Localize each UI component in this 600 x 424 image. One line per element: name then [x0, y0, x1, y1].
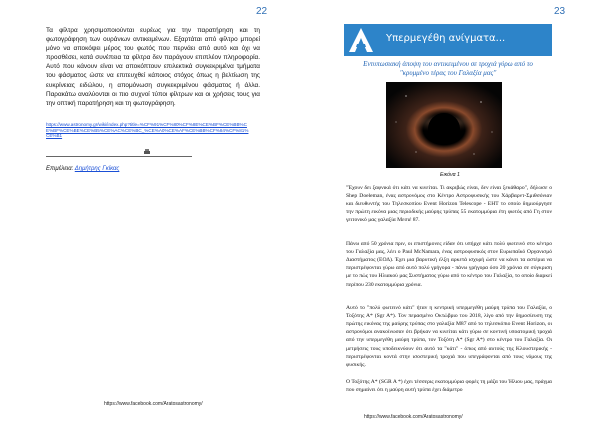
black-hole-image: [386, 82, 502, 168]
article-subtitle: Εντυπωσιακή άποψη του αντικειμένου σε τροχιά γύρω από το "κρυμμένο τέρας του Γαλαξία μας": [363, 60, 533, 78]
paragraph-3: Αυτό το "πολύ φωτεινό κάτι" ήταν η κεντρική υπερμεγέθη μαύρη τρύπα του Γαλαξία, ο Τοξότης Α* (Sgr A*). Τον περασμένο Οκτώβριο του 2018, λίγο από την δημοσίευση της πρώτης εικόνας της μαύρης τρύπας στο γαλαξία M87 από το τηλεσκόπιο Event Horizon, οι αστρονόμοι ανακοίνωσαν ότι βρήκαν να κινείται κάτι γύρω σε κοντινή υποατομική τροχιά από την υπερμεγέθη μαύρη τρύπα, τον Τοξότη Α* (Sgr A*) στο κέντρο του Γαλαξία. Οι μετρήσεις τους υποδεικνύουν ότι αυτό τα "κάτι" - όπως από αυτούς της Κλουστερικής - περιστρέφονται κοντά στην ισοστερική τροχιά που υπεγράφονται από τους νόμους της φυσικής.: [346, 305, 552, 368]
paragraph-4: Ο Τοξότης Α* (SGR A *) έχει τέσσερις εκατομμύρια φορές τη μάζα του Ήλιου μας, πράγμα που σημαίνει ότι η μαύρη αυτή τρύπα έχει διάμετρο: [346, 379, 552, 394]
source-link[interactable]: https://www.astronomy.gr/wiki/index.php?title=%CF%91%CF%80%CF%8E%CE%BF%CE%BB%CE%BF%CE%BE%CE%B5%CE%AC%CE%BC_%CE%A0%CE%AF%CE%BB%CF%84%CF%81%CE%B1: [46, 122, 249, 139]
divider: [46, 156, 192, 157]
page-number-left: 22: [256, 6, 268, 17]
figure-caption: Εικόνα 1: [440, 172, 460, 178]
left-body-text: Τα φίλτρα χρησιμοποιούνται ευρέως για την παρατήρηση και τη φωτογράφηση των ουράνιων αντικειμένων. Εξαρτάται από φίλτρο μπορεί μόνο να αποκόψει μέρος του φωτός που περνάει από αυτό και όχι να προσθέσει, κατά συνέπεια τα φίλτρα δεν παράγουν επιπλέον πληροφορία. Αυτό που κάνουν είναι να αποκόπτουν επιλεκτικά συγκεκριμένα τμήματα του φάσματος ώστε να επιτευχθεί κάποιος στόχος όπως η βελτίωση της ευκρίνειας ειδώλου, η απομόνωση συγκεκριμένου φάσματος ή άλλα. Παρακάτω αναλύονται οι πιο συχνοί τύποι φίλτρων και οι χρήσεις τους για την οπτική παρατήρηση και τη φωτογράφηση.: [46, 27, 260, 107]
section-header: [344, 24, 552, 56]
aratos-logo-icon: [348, 27, 374, 53]
right-page: [300, 0, 600, 424]
header-title: Υπερμεγέθη ανίγματα...: [386, 33, 506, 44]
page-number-right: 23: [554, 6, 566, 17]
footer-right[interactable]: https://www.facebook.com/Aratosastronomy/: [364, 414, 463, 420]
paragraph-1: "Έχουν δει ξαφνικά ότι κάτι να κινείται. Τι ακριβώς είναι, δεν είναι ξεκάθαρο", δήλωσε ο Shep Doeleman, ένας αστρονόμος στο Κέντρο Αστροφυσικής του Χάρβαρντ-Σμιθσόνιαν και διευθυντής του Τηλεσκοπίου Event Horizon Telescope - EHT το οποίο δημιούργησε την πρώτη εικόνα μιας περιοδικής μαύρης τρύπας 55 εκατομμύρια έτη φωτός από Γη στον γειτονικό μας γαλαξία Μεσιέ 87.: [346, 185, 552, 224]
footer-left[interactable]: https://www.facebook.com/Aratosastronomy/: [104, 401, 203, 407]
author-line: [46, 166, 119, 172]
paragraph-2: Πάνω από 50 χρόνια πριν, οι επιστήμονες είδαν ότι υπήρχε κάτι πολύ φωτεινό στο κέντρο του Γαλαξία μας, λέει ο Paul McNamara, ένας αστροφυσικός στον Ευρωπαϊκό Οργανισμό Διαστήματος (ΕΟΔ). Έχει μια βαρυτική έλξη αρκετά ισχυρή ώστε να κάνει τα αστέρια να περιστρέφονται γύρω από αυτό πολύ γρήγορα - πάνω γρήγορα όσο 20 χρόνια σε σύγκριση με το πώς του Ηλιακού μας Συστήματος γύρω από το κέντρο του Γαλαξία, το οποίο διαρκεί περίπου 230 εκατομμύρια χρόνια.: [346, 241, 552, 288]
author-name-link[interactable]: Δημήτρης Γκίκας: [74, 166, 120, 172]
author-label: Επιμέλεια:: [46, 166, 74, 172]
telescope-icon: [143, 148, 151, 155]
